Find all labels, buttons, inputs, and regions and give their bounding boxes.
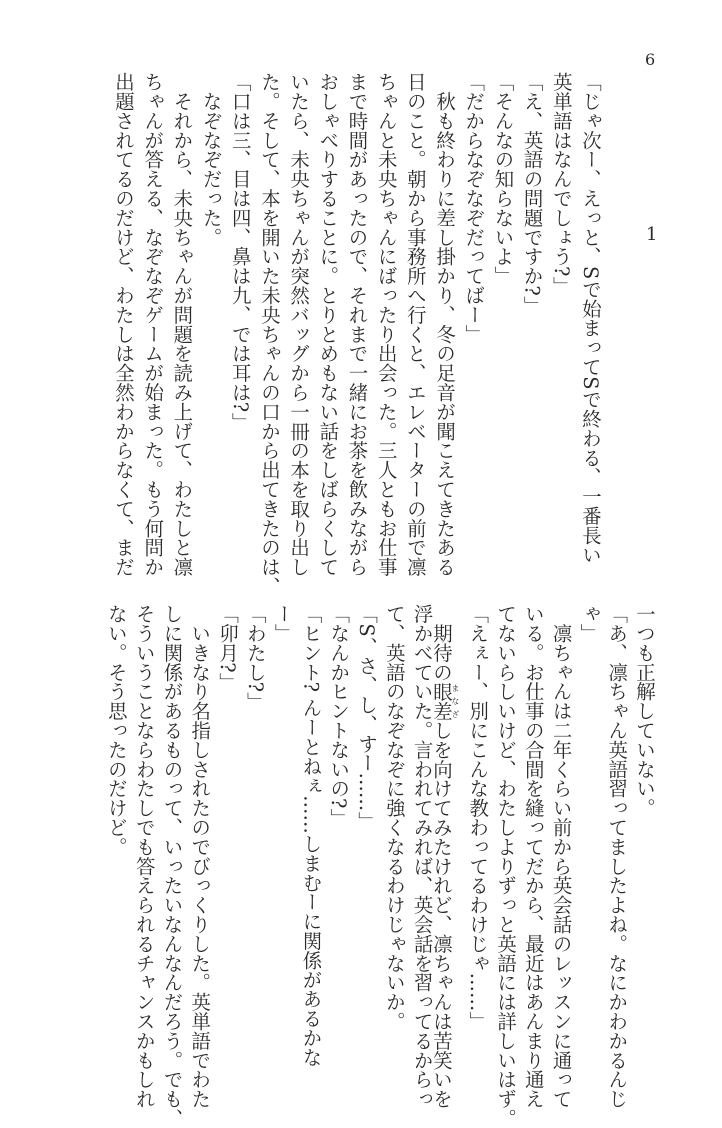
text-line: 「じゃ次ー、えっと、Sで始まってSで終わる、一番長い bbox=[579, 72, 602, 565]
text-line: た。そして、本を開いた未央ちゃんの口から出てきたのは、 bbox=[257, 72, 281, 596]
text-line: ない。そう思ったのだけど。 bbox=[104, 604, 128, 857]
ruby-word bbox=[429, 681, 460, 721]
text-line: 秋も終わりに差し掛かり、冬の足音が聞こえてきたある bbox=[433, 72, 457, 577]
text-line: いる。お仕事の合間を縫ってだから、最近はあんまり通え bbox=[521, 604, 545, 1109]
text-line: て、英語のなぞなぞに強くなるわけじゃないか。 bbox=[382, 604, 406, 1031]
text-line: 「そんなの知らないよ」 bbox=[491, 72, 515, 286]
text-line: 「えぇー、別にこんな教わってるわけじゃ……」 bbox=[466, 604, 490, 1031]
text-line: 浮かべていた。言われてみれば、英会話を習ってるからっ bbox=[410, 604, 434, 1109]
text-block-upper bbox=[104, 72, 602, 596]
text-block-lower bbox=[98, 604, 656, 1128]
text-line: しに関係があるものって、いったいなんなんだろう。でも、 bbox=[160, 604, 184, 1128]
text-line: てないらしいけど、わたしよりずっと英語には詳しいはず。 bbox=[494, 604, 518, 1128]
text-line: 「なんかヒントないの?」 bbox=[327, 604, 351, 828]
text-line: ちゃんが答える、なぞなぞゲームが始まった。もう何問か bbox=[141, 72, 165, 577]
text-line: 凛ちゃんは二年くらい前から英会話のレッスンに通って bbox=[549, 604, 573, 1109]
ruby-reading: まなざ bbox=[450, 681, 460, 721]
text-line: 「わたし?」 bbox=[243, 604, 267, 712]
text-line: それから、未央ちゃんが問題を読み上げて、わたしと凛 bbox=[170, 72, 194, 577]
text-line: なぞなぞだった。 bbox=[199, 72, 223, 247]
text-line: いたら、未央ちゃんが突然バッグから一冊の本を取り出し bbox=[287, 72, 311, 577]
text-line: 「S、さ、し、すー……」 bbox=[355, 604, 379, 831]
text-line: そういうことならわたしでも答えられるチャンスかもしれ bbox=[132, 604, 156, 1109]
text-line-ruby bbox=[429, 604, 460, 1109]
text-line: 日のこと。朝から事務所へ行くと、エレベーターの前で凛 bbox=[403, 72, 427, 577]
text-line: 一つも正解していない。 bbox=[633, 604, 656, 818]
text-line: 英単語はなんでしょう?」 bbox=[549, 72, 573, 296]
text-line: ー」 bbox=[271, 604, 295, 643]
text-line: 「え、英語の問題ですか?」 bbox=[520, 72, 544, 316]
text-line: いきなり名指しされたのでびっくりした。英単語でわた bbox=[188, 604, 212, 1109]
text-line: まで時間があったので、それまで一緒にお茶を飲みながら bbox=[345, 72, 369, 577]
text-line: ちゃんと未央ちゃんにばったり出会った。三人ともお仕事 bbox=[374, 72, 398, 577]
text-line: 「あ、凛ちゃん英語習ってましたよね。なにかわかるんじ bbox=[605, 604, 629, 1109]
text-line: おしゃべりすることに。とりとめもない話をしばらくして bbox=[316, 72, 340, 577]
ruby-base: 眼差 bbox=[429, 681, 453, 721]
text-line: 「だからなぞなぞだってばー」 bbox=[462, 72, 486, 344]
page-number: 6 bbox=[645, 50, 656, 69]
text-line: 「口は三、目は四、鼻は九、では耳は?」 bbox=[228, 72, 252, 432]
text-line: 「ヒント? んーとねぇ……しまむーに関係があるかな bbox=[299, 604, 323, 1067]
text-segment: 期待の bbox=[429, 604, 453, 682]
text-line: 出題されてるのだけど、わたしは全然わからなくて、まだ bbox=[112, 72, 135, 577]
text-line: ゃ」 bbox=[577, 604, 601, 643]
text-line: 「卯月?」 bbox=[216, 604, 240, 692]
text-segment: しを向けてみたけれど、凛ちゃんは苦笑いを bbox=[429, 720, 453, 1109]
chapter-number: 1 bbox=[646, 224, 658, 245]
